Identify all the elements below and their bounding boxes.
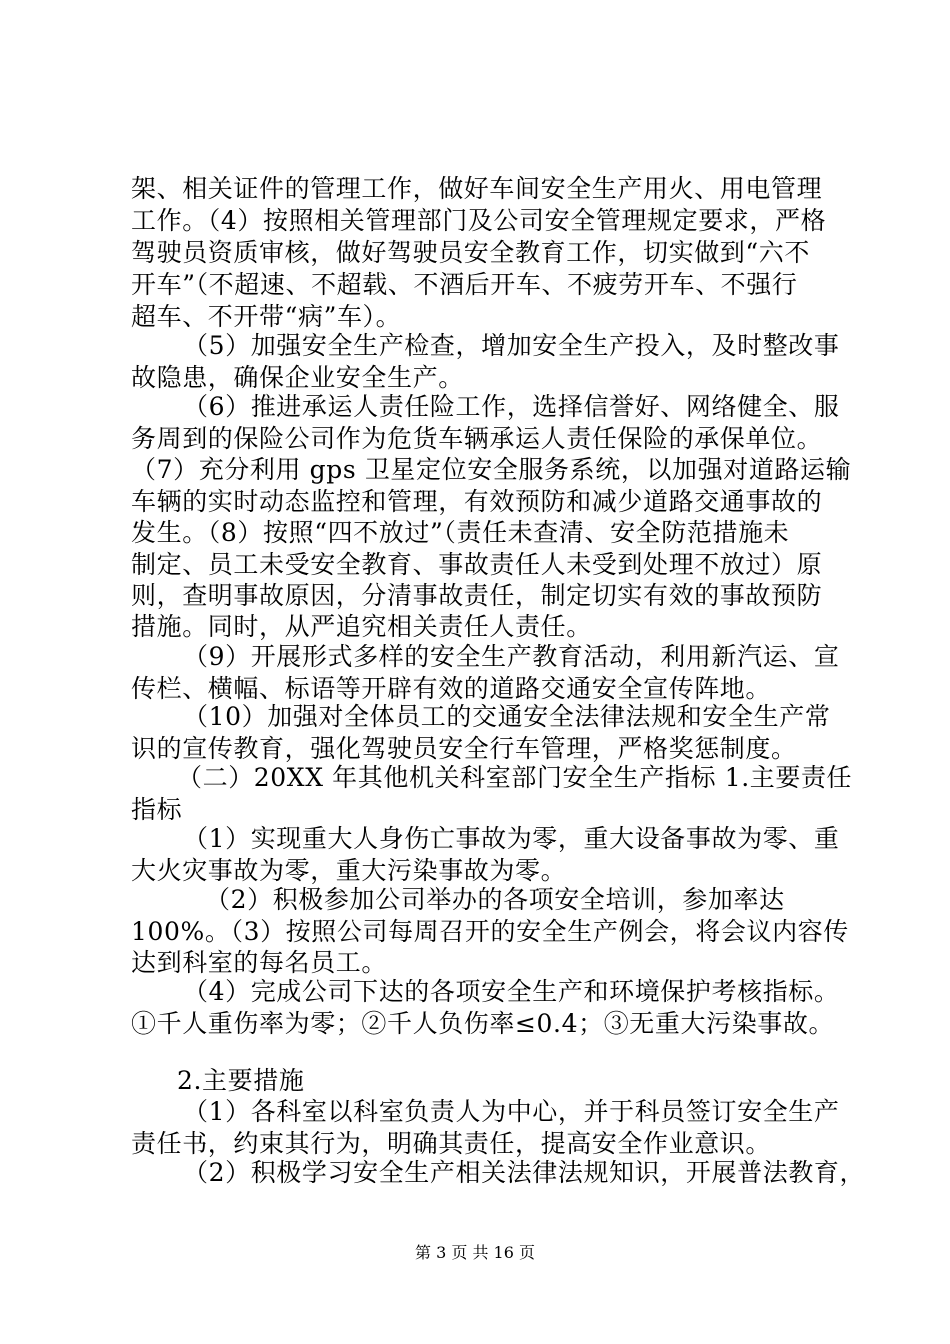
text-line: （2）积极参加公司举办的各项安全培训，参加率达 xyxy=(205,885,785,914)
text-line: （1）各科室以科室负责人为中心，并于科员签订安全生产 xyxy=(183,1097,840,1126)
text-line: 超车、不开带“病”车）。 xyxy=(131,302,402,331)
text-line: 责任书，约束其行为，明确其责任，提高安全作业意识。 xyxy=(131,1129,772,1158)
text-line: ①千人重伤率为零；②千人负伤率≤0.4；③无重大污染事故。 xyxy=(131,1009,835,1038)
text-line: （10）加强对全体员工的交通安全法律法规和安全生产常 xyxy=(183,702,831,731)
text-line: 工作。（4）按照相关管理部门及公司安全管理规定要求，严格 xyxy=(131,206,827,235)
text-line: （4）完成公司下达的各项安全生产和环境保护考核指标。 xyxy=(183,977,840,1006)
text-line: 驾驶员资质审核，做好驾驶员安全教育工作，切实做到“六不 xyxy=(131,238,810,267)
text-line: （二）20XX 年其他机关科室部门安全生产指标 1.主要责任 xyxy=(177,763,853,792)
text-line: （1）实现重大人身伤亡事故为零，重大设备事故为零、重 xyxy=(183,824,840,853)
text-line: （5）加强安全生产检查，增加安全生产投入，及时整改事 xyxy=(183,331,840,360)
text-line: （6）推进承运人责任险工作，选择信誉好、网络健全、服 xyxy=(183,392,840,421)
text-line: 达到科室的每名员工。 xyxy=(131,948,388,977)
text-line: 识的宣传教育，强化驾驶员安全行车管理，严格奖惩制度。 xyxy=(131,734,797,763)
text-line: 2.主要措施 xyxy=(177,1066,305,1095)
text-line: 则，查明事故原因，分清事故责任，制定切实有效的事故预防 xyxy=(131,581,823,610)
text-line: （9）开展形式多样的安全生产教育活动，利用新汽运、宣 xyxy=(183,642,840,671)
text-line: 发生。（8）按照“四不放过”（责任未查清、安全防范措施未 xyxy=(131,518,790,547)
page-number: 第 3 页 共 16 页 xyxy=(415,1243,535,1262)
text-line: 制定、员工未受安全教育、事故责任人未受到处理不放过）原 xyxy=(131,550,823,579)
text-line: （7）充分利用 gps 卫星定位安全服务系统，以加强对道路运输 xyxy=(131,455,852,484)
text-line: 传栏、横幅、标语等开辟有效的道路交通安全宣传阵地。 xyxy=(131,674,772,703)
text-line: （2）积极学习安全生产相关法律法规知识，开展普法教育， xyxy=(183,1158,866,1187)
text-line: 指标 xyxy=(131,795,183,824)
text-line: 务周到的保险公司作为危货车辆承运人责任保险的承保单位。 xyxy=(131,424,823,453)
text-line: 100%。（3）按照公司每周召开的安全生产例会，将会议内容传 xyxy=(131,917,849,946)
text-line: 架、相关证件的管理工作，做好车间安全生产用火、用电管理 xyxy=(131,174,823,203)
text-line: 开车”（不超速、不超载、不酒后开车、不疲劳开车、不强行 xyxy=(131,270,798,299)
text-line: 故隐患，确保企业安全生产。 xyxy=(131,363,464,392)
text-line: 大火灾事故为零，重大污染事故为零。 xyxy=(131,856,567,885)
text-line: 措施。同时，从严追究相关责任人责任。 xyxy=(131,612,592,641)
text-line: 车辆的实时动态监控和管理，有效预防和减少道路交通事故的 xyxy=(131,487,823,516)
